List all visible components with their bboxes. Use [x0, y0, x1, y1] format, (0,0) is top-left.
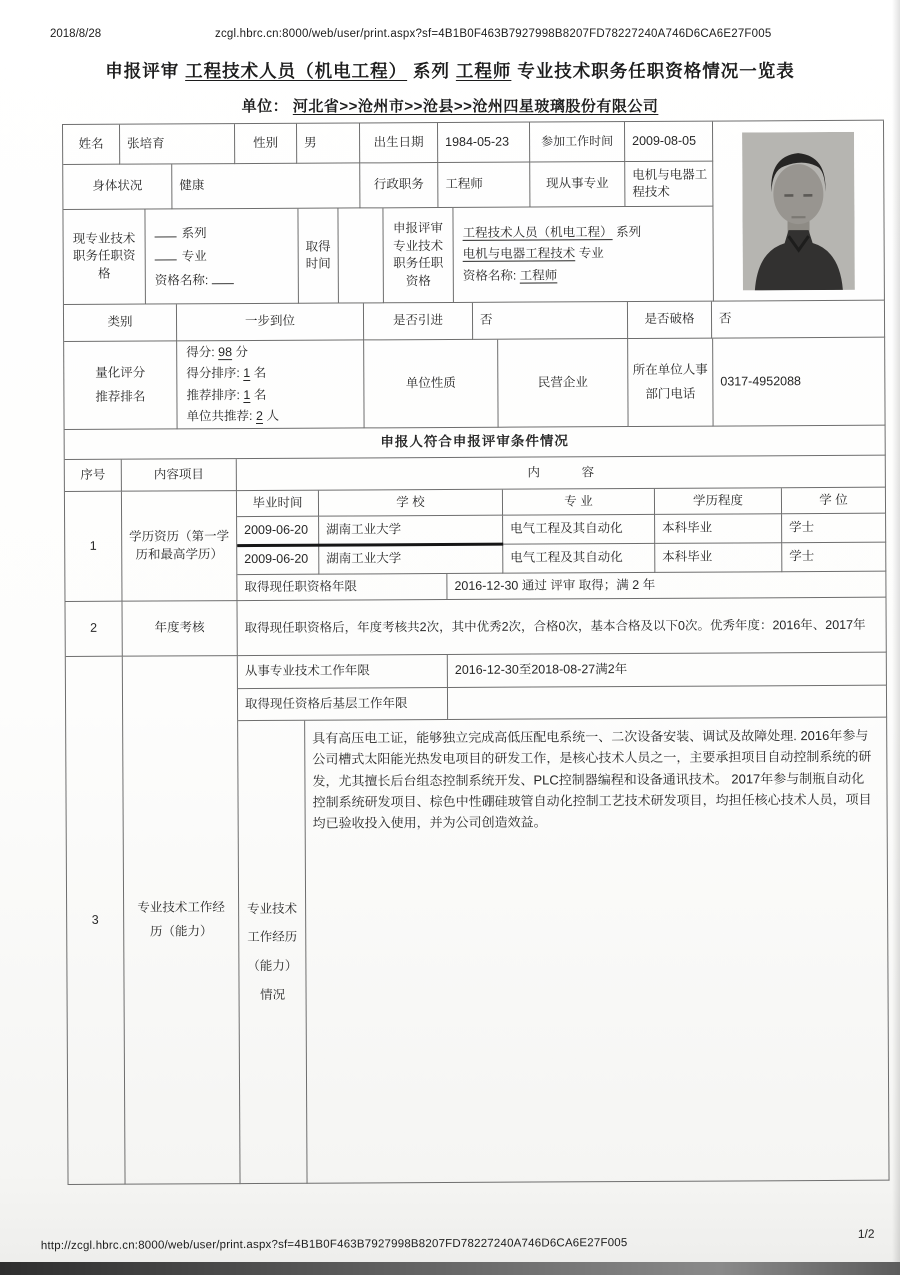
work-years-value: 2016-12-30至2018-08-27满2年	[448, 653, 887, 688]
current-major-suffix: 专业	[181, 249, 207, 264]
exception-value: 否	[712, 301, 885, 339]
hr-phone-value: 0317-4952088	[713, 338, 885, 427]
import-value: 否	[473, 302, 628, 340]
apply-cert: 工程师	[519, 268, 558, 283]
edu-header-major: 专 业	[503, 489, 655, 516]
apply-series: 工程技术人员（机电工程）	[462, 224, 613, 240]
tenure-label: 取得现任职资格年限	[237, 574, 447, 601]
gender-value: 男	[297, 123, 360, 163]
apply-title-label: 申报评审专业技术职务任职资格	[383, 208, 453, 303]
profession-label: 现从事专业	[530, 162, 625, 207]
name-label: 姓名	[63, 125, 120, 165]
profession-value: 电机与电器工程技术	[625, 162, 713, 207]
edu-no: 1	[65, 492, 123, 602]
title-series: 工程技术人员（机电工程）	[185, 61, 408, 81]
edu-row-level: 本科毕业	[655, 514, 782, 544]
obtain-time-label: 取得时间	[298, 209, 338, 304]
edu-row-major: 电气工程及其自动化	[503, 515, 655, 545]
annual-item-label: 年度考核	[122, 601, 237, 657]
print-header-url: zcgl.hbrc.cn:8000/web/user/print.aspx?sf=4B1B0F463B7927998B8207FD78227240A746D6CA6E27F005	[215, 28, 772, 40]
title-suffix: 专业技术职务任职资格情况一览表	[517, 61, 795, 81]
birth-label: 出生日期	[360, 123, 438, 163]
edu-item-label: 学历资历（第一学历和最高学历）	[122, 491, 238, 602]
scan-edge-shade	[892, 0, 900, 1275]
current-series-suffix: 系列	[181, 225, 207, 241]
apply-cert-label: 资格名称:	[462, 268, 517, 283]
title-series-suffix: 系列	[413, 61, 450, 81]
unit-value: 河北省>>沧州市>>沧县>>沧州四星玻璃股份有限公司	[292, 98, 659, 115]
apply-major: 电机与电器工程技术	[462, 246, 576, 262]
edu-row-date: 2009-06-20	[237, 546, 319, 575]
work-item-label: 专业技术工作经历（能力）	[123, 656, 241, 1185]
health-value: 健康	[172, 163, 360, 209]
apply-title-values	[453, 207, 713, 303]
blank-field	[212, 270, 234, 284]
gender-label: 性别	[235, 124, 297, 164]
join-date-label: 参加工作时间	[530, 122, 625, 162]
score-lines	[177, 340, 364, 429]
category-value: 一步到位	[177, 303, 364, 341]
work-base-value	[448, 686, 887, 720]
score-line: 单位共推荐: 2 人	[186, 408, 279, 424]
annual-no: 2	[65, 602, 122, 657]
photo-cell	[713, 121, 885, 302]
score-line: 得分: 98 分	[186, 344, 249, 359]
id-photo	[742, 131, 855, 290]
score-section-label: 量化评分 推荐排名	[64, 341, 177, 430]
edu-row-level: 本科毕业	[655, 543, 782, 573]
obtain-time-value	[338, 208, 383, 303]
unit-type-value: 民营企业	[498, 339, 628, 428]
conditions-band: 申报人符合申报评审条件情况	[65, 426, 886, 460]
unit-type-label: 单位性质	[364, 340, 498, 429]
score-line: 得分排序: 1 名	[186, 365, 267, 381]
work-inner-label: 专业技术 工作经历 （能力） 情况	[238, 721, 307, 1184]
blank-field	[155, 223, 177, 237]
admin-post-value: 工程师	[438, 163, 530, 208]
edu-header-level: 学历程度	[655, 488, 782, 515]
join-date-value: 2009-08-05	[625, 122, 713, 162]
birth-value: 1984-05-23	[438, 123, 530, 163]
edu-row-degree: 学士	[782, 543, 886, 573]
edu-header-date: 毕业时间	[237, 491, 319, 517]
current-cert-label: 资格名称:	[154, 272, 209, 288]
blank-field	[155, 247, 177, 261]
current-title-blanks	[145, 209, 298, 305]
unit-label: 单位：	[241, 98, 289, 115]
work-years-label: 从事专业技术工作年限	[238, 655, 448, 689]
edu-row-school: 湖南工业大学	[319, 545, 503, 575]
edu-row-major: 电气工程及其自动化	[503, 544, 655, 574]
title-rank: 工程师	[455, 61, 512, 81]
health-label: 身体状况	[63, 164, 172, 210]
score-line: 推荐排序: 1 名	[186, 387, 267, 402]
content-header: 内 容	[237, 456, 886, 491]
edu-header-degree: 学 位	[782, 488, 886, 515]
edu-row-school: 湖南工业大学	[319, 516, 503, 546]
exception-label: 是否破格	[628, 302, 712, 339]
apply-major-suffix: 专业	[578, 246, 604, 261]
scan-bottom-band	[0, 1262, 900, 1275]
edu-header-school: 学 校	[319, 490, 503, 517]
edu-row-date: 2009-06-20	[237, 517, 319, 546]
title-prefix: 申报评审	[105, 61, 180, 81]
tenure-value: 2016-12-30 通过 评审 取得；满 2 年	[447, 572, 886, 600]
hr-phone-label: 所在单位人事 部门电话	[628, 339, 713, 427]
edu-row-degree: 学士	[782, 514, 886, 544]
admin-post-label: 行政职务	[360, 163, 438, 208]
page-number: 1/2	[857, 1226, 875, 1241]
category-label: 类别	[64, 304, 177, 342]
current-title-label: 现专业技术职务任职资格	[63, 210, 145, 305]
apply-series-suffix: 系列	[616, 224, 642, 239]
print-date: 2018/8/28	[50, 28, 102, 40]
work-base-label: 取得现任资格后基层工作年限	[238, 688, 448, 721]
item-header: 内容项目	[122, 459, 237, 492]
no-header: 序号	[65, 460, 122, 492]
work-experience-text: 具有高压电工证，能够独立完成高低压配电系统一、二次设备安装、调试及故障处理. 2016年参与公司槽式太阳能光热发电项目的研发工作，是核心技术人员之一，主要承担项目自动控制系统的研发，尤其擅长后台组态控制系统开发、PLC控制器编程和设备通讯技术。 2017年参与制瓶自动化控制系统研发项目、棕色中性硼硅玻管自动化控制工艺技术研发项目，均担任核心技术人员，项目均已验收投入使用，并为公司创造效益。	[305, 718, 889, 1184]
annual-text: 取得现任职资格后，年度考核共2次，其中优秀2次，合格0次，基本合格及以下0次。优秀年度：2016年、2017年	[237, 598, 886, 656]
work-no: 3	[66, 657, 126, 1185]
print-footer-url: http://zcgl.hbrc.cn:8000/web/user/print.aspx?sf=4B1B0F463B7927998B8207FD78227240A746D6CA6E27F005	[40, 1237, 628, 1253]
name-value: 张培育	[120, 124, 235, 165]
import-label: 是否引进	[364, 303, 473, 341]
